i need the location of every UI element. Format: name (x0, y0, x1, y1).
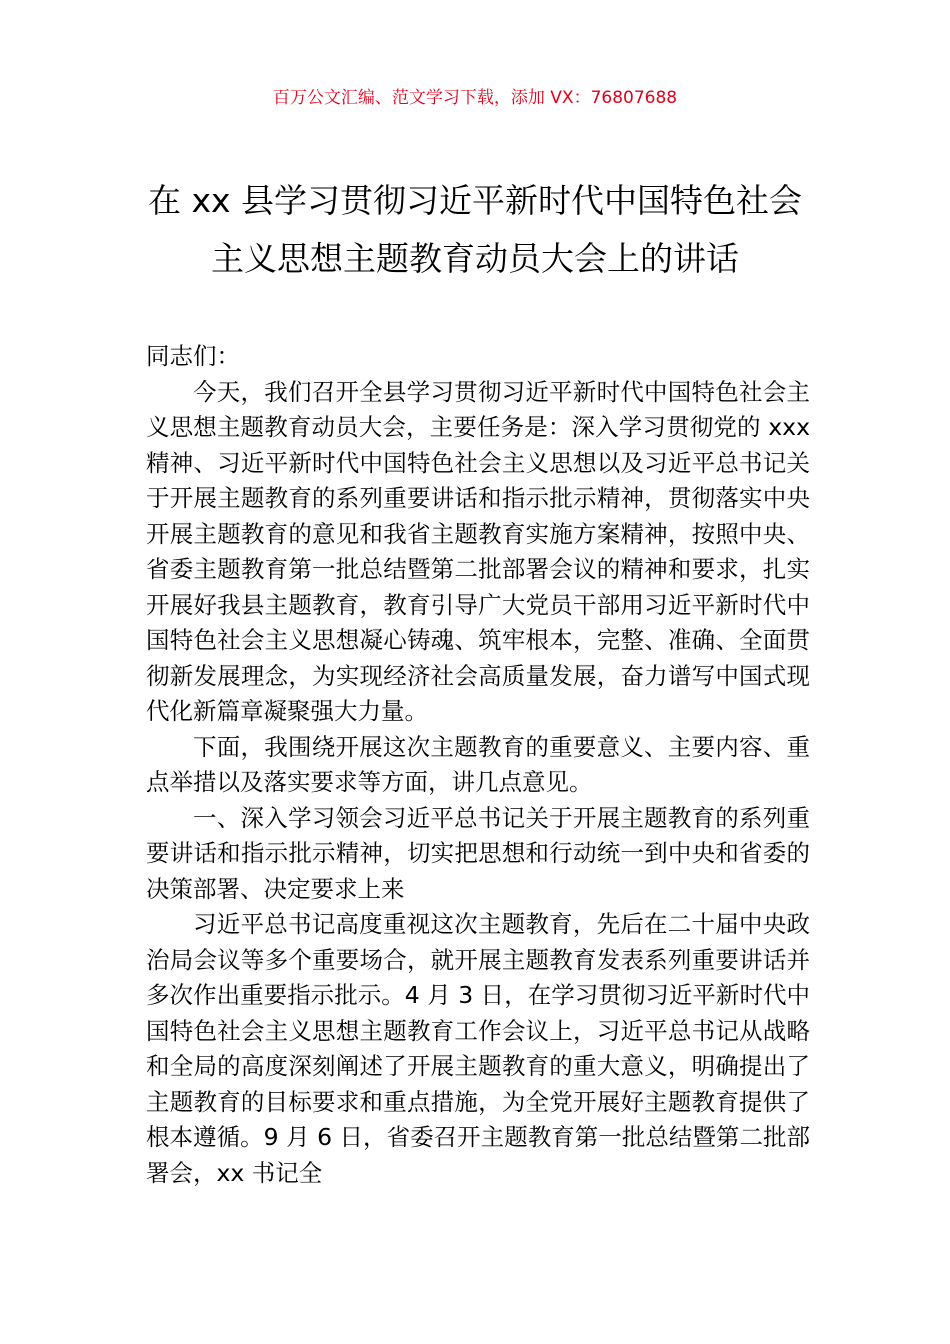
paragraph-opening: 今天，我们召开全县学习贯彻习近平新时代中国特色社会主义思想主题教育动员大会，主要任务是：深入学习贯彻党的 xxx 精神、习近平新时代中国特色社会主义思想以及习近平总书记关于开展主题教育的系列重要讲话和指示批示精神，贯彻落实中央开展主题教育的意见和我省主题教育实施方案精神，按照中央、省委主题教育第一批总结暨第二批部署会议的精神和要求，扎实开展好我县主题教育，教育引导广大党员干部用习近平新时代中国特色社会主义思想凝心铸魂、筑牢根本，完整、准确、全面贯彻新发展理念，为实现经济社会高质量发展，奋力谱写中国式现代化新篇章凝聚强大力量。 (146, 377, 810, 725)
section-heading-one: 一、深入学习领会习近平总书记关于开展主题教育的系列重要讲话和指示批示精神，切实把思想和行动统一到中央和省委的决策部署、决定要求上来 (146, 803, 810, 903)
document-body (146, 339, 810, 1191)
salutation: 同志们： (146, 342, 240, 370)
document-title: 在 xx 县学习贯彻习近平新时代中国特色社会主义思想主题教育动员大会上的讲话 (147, 181, 803, 278)
paragraph-section-one-body: 习近平总书记高度重视这次主题教育，先后在二十届中央政治局会议等多个重要场合，就开展主题教育发表系列重要讲话并多次作出重要指示批示。4 月 3 日，在学习贯彻习近平新时代中国特色社会主义思想主题教育工作会议上，习近平总书记从战略和全局的高度深刻阐述了开展主题教育的重大意义，明确提出了主题教育的目标要求和重点措施，为全党开展好主题教育提供了根本遵循。9 月 6 日，省委召开主题教育第一批总结暨第二批部署会，xx 书记全 (146, 910, 810, 1187)
paragraph-outline: 下面，我围绕开展这次主题教育的重要意义、主要内容、重点举措以及落实要求等方面，讲几点意见。 (146, 732, 810, 796)
header-promo-note: 百万公文汇编、范文学习下载，添加 VX：76807688 (272, 88, 678, 108)
